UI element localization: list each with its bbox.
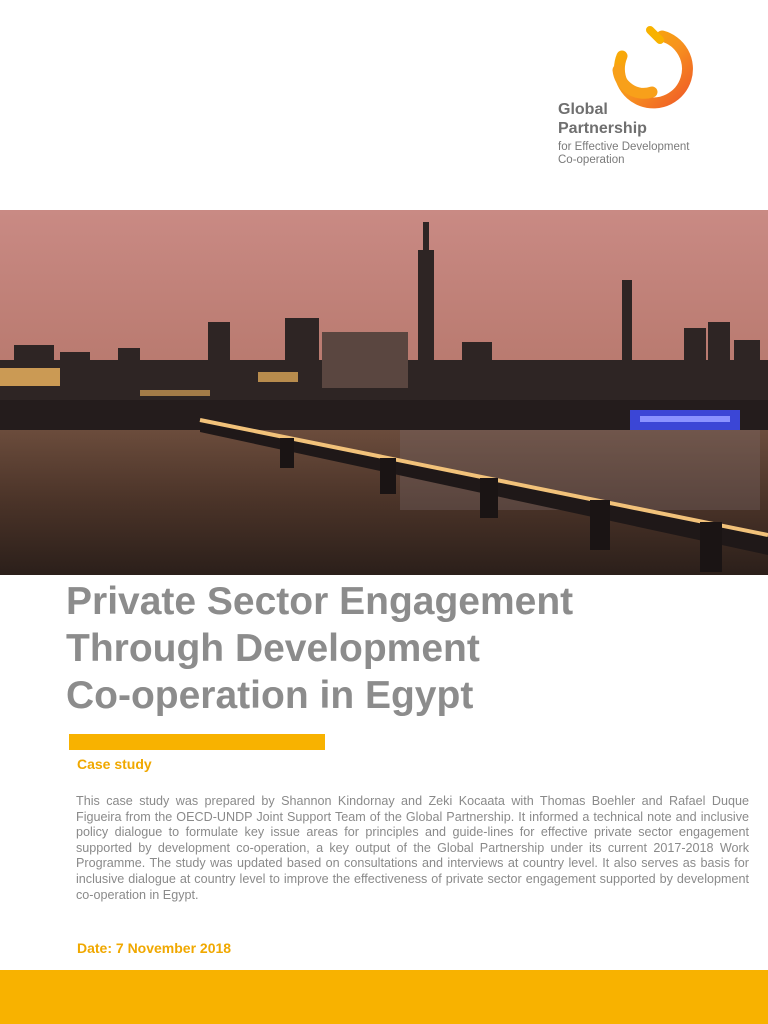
title-line-1: Private Sector Engagement — [66, 580, 574, 623]
case-study-label: Case study — [77, 756, 152, 772]
logo-line-global: Global — [558, 101, 608, 118]
page-title — [66, 578, 746, 719]
city-skyline-river-bridge-dusk-icon — [0, 210, 768, 575]
logo-line-cooperation: Co-operation — [558, 154, 625, 166]
footer-bar — [0, 970, 768, 1024]
accent-bar — [69, 734, 325, 750]
abstract-paragraph: This case study was prepared by Shannon Kindornay and Zeki Kocaata with Thomas Boehler and Rafael Duque Figueira from the OECD-UNDP Joint Support Team of the Global Partnership. It informed a technical note and inclusive policy dialogue to formulate key issue areas for principles and guide-lines for effective private sector engagement supported by development co-operation, a key output of the Global Partnership under its current 2017-2018 Work Programme. The study was updated based on consultations and interviews at country level. It also serves as basis for inclusive dialogue at country level to improve the effectiveness of private sector engagement supported by development co-operation in Egypt. — [76, 794, 749, 902]
title-line-2: Through Development — [66, 627, 480, 670]
logo-line-effective: for Effective Development — [558, 141, 690, 153]
title-line-3: Co-operation in Egypt — [66, 674, 474, 717]
logo-line-partnership: Partnership — [558, 120, 647, 137]
publication-date: Date: 7 November 2018 — [77, 940, 232, 956]
global-partnership-logo — [556, 26, 706, 176]
logo-wordmark — [558, 100, 689, 167]
cover-photo — [0, 210, 768, 575]
